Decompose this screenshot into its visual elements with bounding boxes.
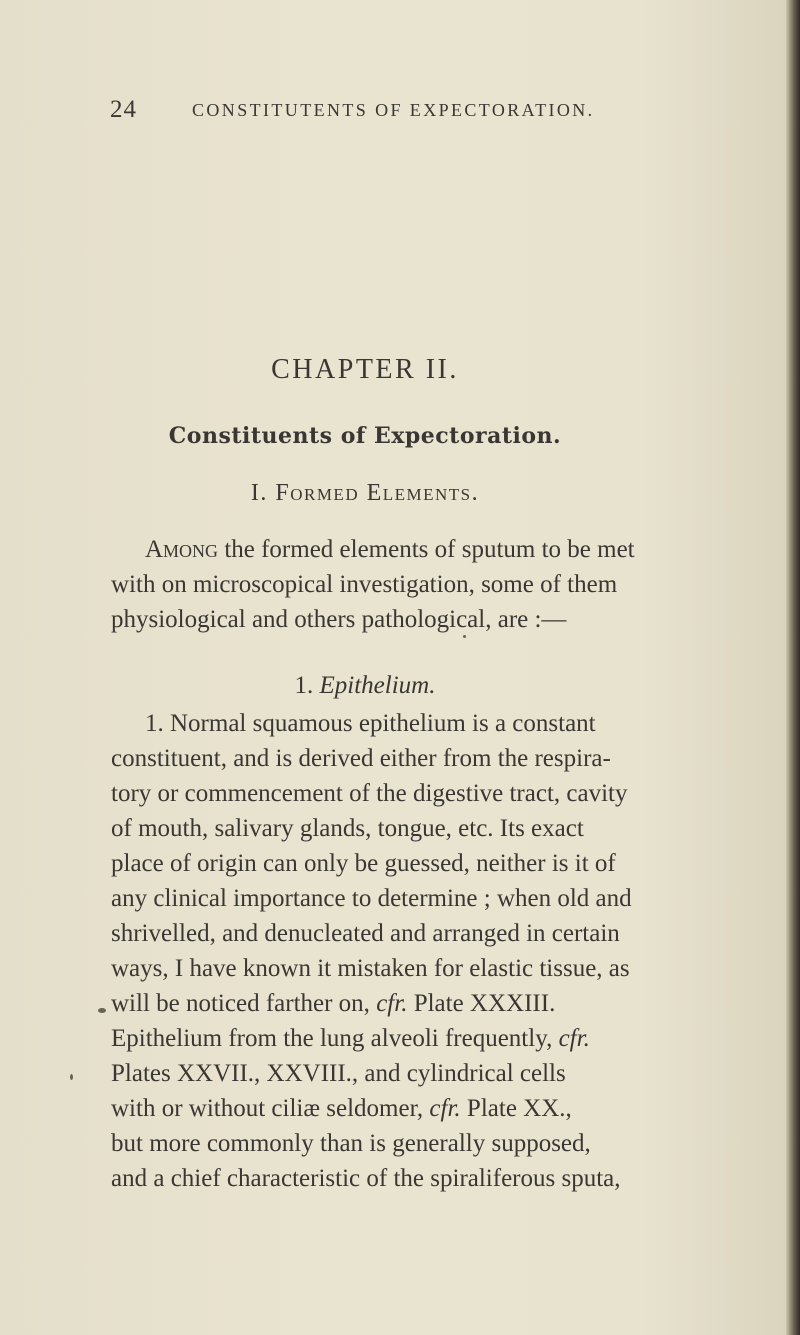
subsection-label: Epithelium. — [319, 672, 436, 699]
body-line: constituent, and is derived either from the respira- — [111, 745, 611, 772]
page-edge-shadow — [786, 0, 800, 1335]
intro-line-text: the formed elements of sputum to be met — [218, 536, 635, 563]
intro-lead-word: Among — [145, 536, 219, 563]
chapter-title: Constituents of Expectoration. — [168, 423, 562, 449]
subsection-heading — [0, 672, 800, 700]
body-line: shrivelled, and denucleated and arranged in certain — [111, 920, 620, 947]
print-speck — [70, 1074, 73, 1080]
body-line: any clinical importance to determine ; when old and — [111, 885, 632, 912]
intro-line: with on microscopical investigation, some of them — [111, 571, 618, 598]
subsection-number: 1. — [294, 672, 314, 699]
print-speck — [463, 635, 466, 638]
body-line: and a chief characteristic of the spiraliferous sputa, — [111, 1165, 621, 1192]
page-number: 24 — [110, 96, 137, 123]
body-line: but more commonly than is generally supposed, — [111, 1130, 591, 1157]
body-line: Epithelium from the lung alveoli frequently, cfr. — [111, 1025, 590, 1052]
intro-paragraph — [111, 532, 741, 637]
body-line: will be noticed farther on, cfr. Plate XXXIII. — [111, 990, 556, 1017]
print-speck — [98, 1008, 106, 1013]
body-line: tory or commencement of the digestive tract, cavity — [111, 780, 628, 807]
body-paragraph — [111, 706, 741, 1196]
chapter-heading: CHAPTER II. — [271, 354, 459, 385]
running-head: CONSTITUTENTS OF EXPECTORATION. — [192, 100, 595, 120]
body-line: 1. Normal squamous epithelium is a constant — [145, 710, 596, 737]
intro-line — [111, 532, 741, 567]
body-line: Plates XXVII., XXVIII., and cylindrical cells — [111, 1060, 566, 1087]
intro-line: physiological and others pathological, are :— — [111, 606, 567, 633]
section-heading: I. Formed Elements. — [250, 480, 480, 506]
body-line: place of origin can only be guessed, neither is it of — [111, 850, 616, 877]
body-line: with or without ciliæ seldomer, cfr. Plate XX., — [111, 1095, 572, 1122]
body-line: of mouth, salivary glands, tongue, etc. Its exact — [111, 815, 584, 842]
body-line: ways, I have known it mistaken for elastic tissue, as — [111, 955, 630, 982]
page-header — [0, 96, 800, 136]
